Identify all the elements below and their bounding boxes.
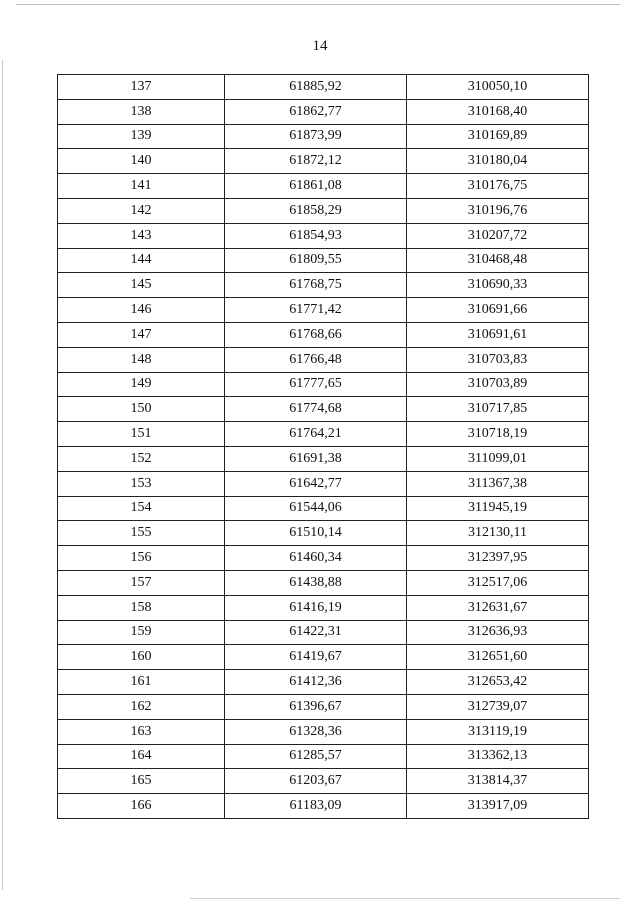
scan-edge-top bbox=[16, 4, 620, 5]
y-coordinate-cell: 310691,66 bbox=[407, 298, 589, 323]
point-number-cell: 149 bbox=[58, 372, 225, 397]
point-number-cell: 139 bbox=[58, 124, 225, 149]
table-row bbox=[58, 223, 589, 248]
scan-edge-left bbox=[2, 60, 3, 890]
x-coordinate-cell: 61873,99 bbox=[225, 124, 407, 149]
point-number-cell: 144 bbox=[58, 248, 225, 273]
table-row bbox=[58, 422, 589, 447]
table-row bbox=[58, 198, 589, 223]
x-coordinate-cell: 61768,66 bbox=[225, 322, 407, 347]
table-row bbox=[58, 471, 589, 496]
y-coordinate-cell: 310717,85 bbox=[407, 397, 589, 422]
point-number-cell: 158 bbox=[58, 595, 225, 620]
page-number: 14 bbox=[312, 38, 328, 54]
table-row bbox=[58, 75, 589, 100]
x-coordinate-cell: 61419,67 bbox=[225, 645, 407, 670]
y-coordinate-cell: 311945,19 bbox=[407, 496, 589, 521]
y-coordinate-cell: 310196,76 bbox=[407, 198, 589, 223]
point-number-cell: 143 bbox=[58, 223, 225, 248]
x-coordinate-cell: 61872,12 bbox=[225, 149, 407, 174]
x-coordinate-cell: 61396,67 bbox=[225, 694, 407, 719]
point-number-cell: 141 bbox=[58, 174, 225, 199]
point-number-cell: 146 bbox=[58, 298, 225, 323]
x-coordinate-cell: 61203,67 bbox=[225, 769, 407, 794]
y-coordinate-cell: 312636,93 bbox=[407, 620, 589, 645]
y-coordinate-cell: 312517,06 bbox=[407, 570, 589, 595]
table-row bbox=[58, 670, 589, 695]
y-coordinate-cell: 312397,95 bbox=[407, 546, 589, 571]
x-coordinate-cell: 61416,19 bbox=[225, 595, 407, 620]
y-coordinate-cell: 311367,38 bbox=[407, 471, 589, 496]
x-coordinate-cell: 61438,88 bbox=[225, 570, 407, 595]
x-coordinate-cell: 61768,75 bbox=[225, 273, 407, 298]
point-number-cell: 159 bbox=[58, 620, 225, 645]
x-coordinate-cell: 61642,77 bbox=[225, 471, 407, 496]
x-coordinate-cell: 61862,77 bbox=[225, 99, 407, 124]
table-row bbox=[58, 99, 589, 124]
point-number-cell: 160 bbox=[58, 645, 225, 670]
x-coordinate-cell: 61774,68 bbox=[225, 397, 407, 422]
table-row bbox=[58, 347, 589, 372]
x-coordinate-cell: 61764,21 bbox=[225, 422, 407, 447]
point-number-cell: 142 bbox=[58, 198, 225, 223]
x-coordinate-cell: 61422,31 bbox=[225, 620, 407, 645]
x-coordinate-cell: 61285,57 bbox=[225, 744, 407, 769]
y-coordinate-cell: 310207,72 bbox=[407, 223, 589, 248]
y-coordinate-cell: 310169,89 bbox=[407, 124, 589, 149]
point-number-cell: 154 bbox=[58, 496, 225, 521]
point-number-cell: 138 bbox=[58, 99, 225, 124]
table-row bbox=[58, 645, 589, 670]
table-row bbox=[58, 694, 589, 719]
y-coordinate-cell: 313119,19 bbox=[407, 719, 589, 744]
x-coordinate-cell: 61544,06 bbox=[225, 496, 407, 521]
y-coordinate-cell: 312653,42 bbox=[407, 670, 589, 695]
point-number-cell: 165 bbox=[58, 769, 225, 794]
point-number-cell: 164 bbox=[58, 744, 225, 769]
point-number-cell: 147 bbox=[58, 322, 225, 347]
y-coordinate-cell: 310468,48 bbox=[407, 248, 589, 273]
point-number-cell: 166 bbox=[58, 794, 225, 819]
y-coordinate-cell: 312130,11 bbox=[407, 521, 589, 546]
point-number-cell: 151 bbox=[58, 422, 225, 447]
y-coordinate-cell: 310180,04 bbox=[407, 149, 589, 174]
point-number-cell: 137 bbox=[58, 75, 225, 100]
x-coordinate-cell: 61777,65 bbox=[225, 372, 407, 397]
y-coordinate-cell: 312651,60 bbox=[407, 645, 589, 670]
x-coordinate-cell: 61691,38 bbox=[225, 446, 407, 471]
table-row bbox=[58, 322, 589, 347]
point-number-cell: 162 bbox=[58, 694, 225, 719]
x-coordinate-cell: 61885,92 bbox=[225, 75, 407, 100]
table-row bbox=[58, 298, 589, 323]
point-number-cell: 163 bbox=[58, 719, 225, 744]
y-coordinate-cell: 312739,07 bbox=[407, 694, 589, 719]
x-coordinate-cell: 61858,29 bbox=[225, 198, 407, 223]
x-coordinate-cell: 61460,34 bbox=[225, 546, 407, 571]
x-coordinate-cell: 61766,48 bbox=[225, 347, 407, 372]
point-number-cell: 152 bbox=[58, 446, 225, 471]
table-row bbox=[58, 149, 589, 174]
point-number-cell: 145 bbox=[58, 273, 225, 298]
table-row bbox=[58, 372, 589, 397]
x-coordinate-cell: 61771,42 bbox=[225, 298, 407, 323]
table-row bbox=[58, 496, 589, 521]
table-row bbox=[58, 273, 589, 298]
scan-edge-bottom bbox=[190, 898, 620, 899]
point-number-cell: 157 bbox=[58, 570, 225, 595]
point-number-cell: 140 bbox=[58, 149, 225, 174]
table-row bbox=[58, 719, 589, 744]
point-number-cell: 153 bbox=[58, 471, 225, 496]
point-number-cell: 161 bbox=[58, 670, 225, 695]
y-coordinate-cell: 310718,19 bbox=[407, 422, 589, 447]
coordinates-table-body bbox=[58, 75, 589, 819]
table-row bbox=[58, 620, 589, 645]
x-coordinate-cell: 61510,14 bbox=[225, 521, 407, 546]
table-row bbox=[58, 248, 589, 273]
y-coordinate-cell: 311099,01 bbox=[407, 446, 589, 471]
table-row bbox=[58, 397, 589, 422]
x-coordinate-cell: 61328,36 bbox=[225, 719, 407, 744]
y-coordinate-cell: 310691,61 bbox=[407, 322, 589, 347]
x-coordinate-cell: 61183,09 bbox=[225, 794, 407, 819]
point-number-cell: 155 bbox=[58, 521, 225, 546]
table-row bbox=[58, 744, 589, 769]
table-row bbox=[58, 769, 589, 794]
y-coordinate-cell: 310703,89 bbox=[407, 372, 589, 397]
y-coordinate-cell: 313362,13 bbox=[407, 744, 589, 769]
table-row bbox=[58, 124, 589, 149]
x-coordinate-cell: 61861,08 bbox=[225, 174, 407, 199]
x-coordinate-cell: 61809,55 bbox=[225, 248, 407, 273]
x-coordinate-cell: 61412,36 bbox=[225, 670, 407, 695]
table-row bbox=[58, 546, 589, 571]
coordinates-table bbox=[57, 74, 589, 819]
table-row bbox=[58, 446, 589, 471]
table-row bbox=[58, 521, 589, 546]
table-row bbox=[58, 174, 589, 199]
table-row bbox=[58, 595, 589, 620]
y-coordinate-cell: 310168,40 bbox=[407, 99, 589, 124]
table-row bbox=[58, 794, 589, 819]
y-coordinate-cell: 310690,33 bbox=[407, 273, 589, 298]
point-number-cell: 150 bbox=[58, 397, 225, 422]
y-coordinate-cell: 313814,37 bbox=[407, 769, 589, 794]
y-coordinate-cell: 310050,10 bbox=[407, 75, 589, 100]
y-coordinate-cell: 312631,67 bbox=[407, 595, 589, 620]
y-coordinate-cell: 310703,83 bbox=[407, 347, 589, 372]
point-number-cell: 156 bbox=[58, 546, 225, 571]
table-row bbox=[58, 570, 589, 595]
point-number-cell: 148 bbox=[58, 347, 225, 372]
x-coordinate-cell: 61854,93 bbox=[225, 223, 407, 248]
y-coordinate-cell: 313917,09 bbox=[407, 794, 589, 819]
y-coordinate-cell: 310176,75 bbox=[407, 174, 589, 199]
